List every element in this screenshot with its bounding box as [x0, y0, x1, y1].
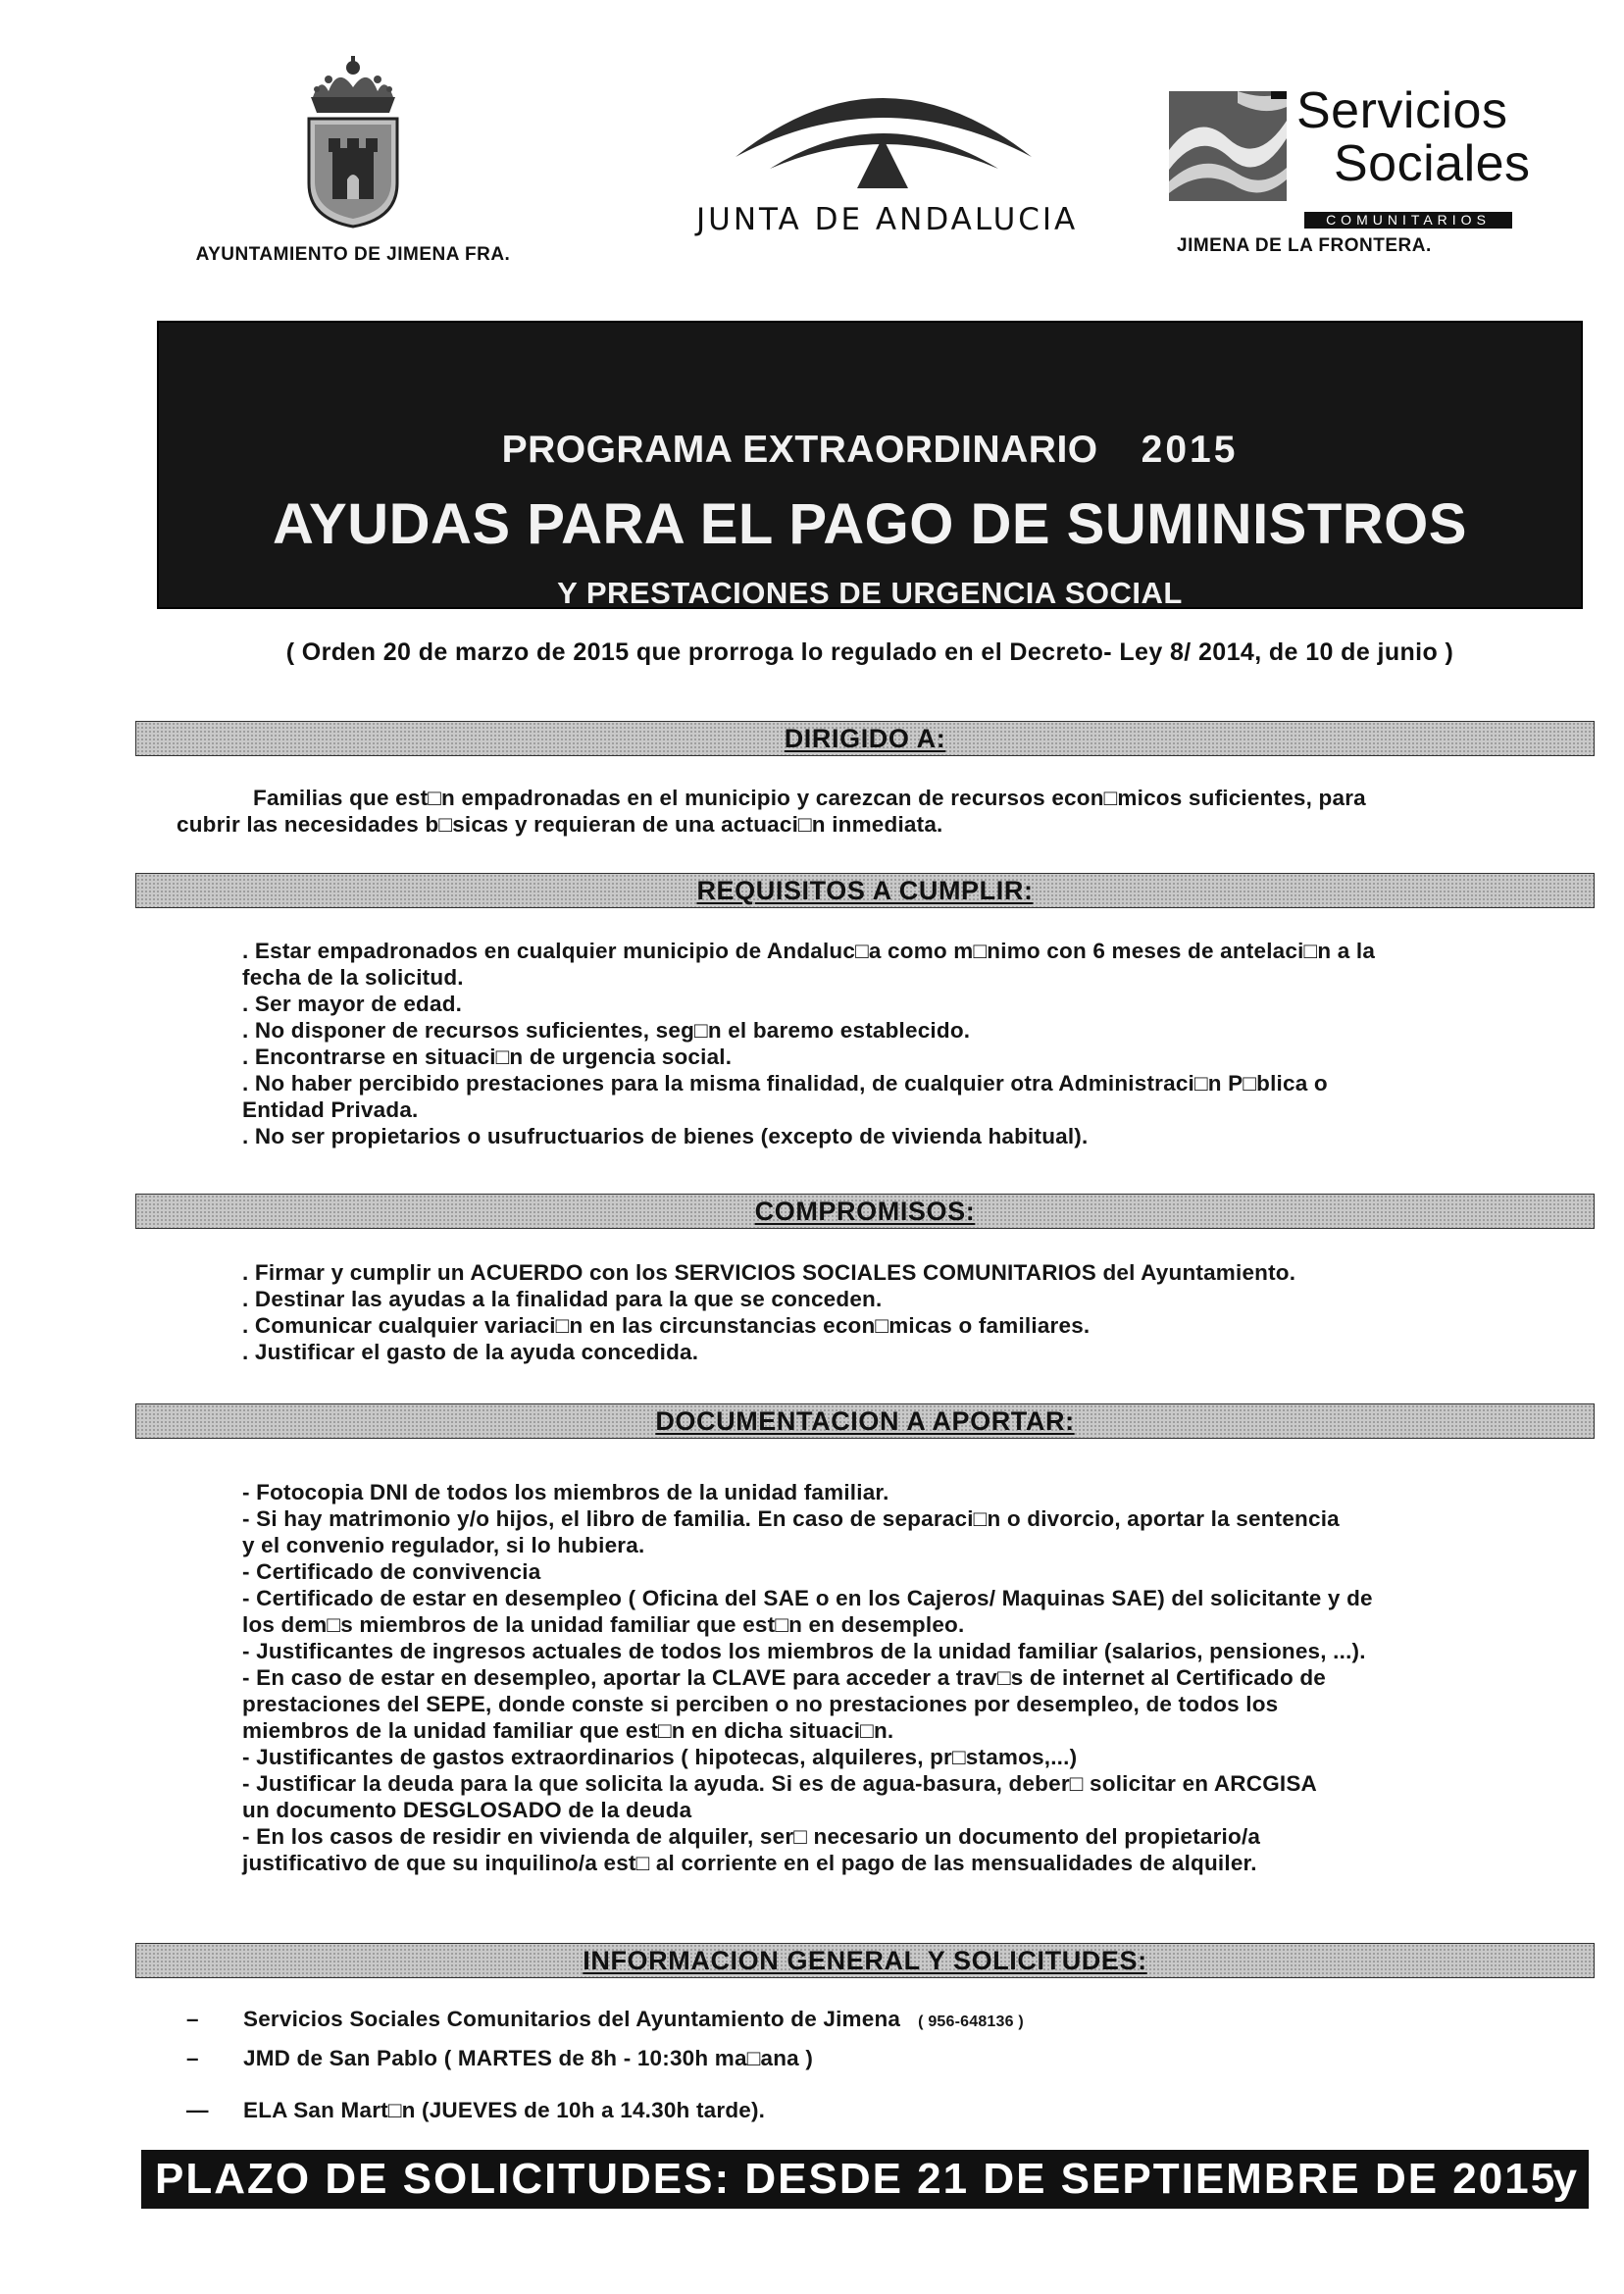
servicios-word: Servicios	[1296, 82, 1508, 139]
junta-caption: JUNTA DE ANDALUCIA	[696, 202, 1079, 237]
comunitarios-strip: COMUNITARIOS	[1304, 212, 1512, 229]
deadline-banner	[141, 2150, 1589, 2209]
section-title-compromisos: COMPROMISOS:	[754, 1197, 976, 1226]
text-line: cubrir las necesidades b□sicas y requieran de una actuaci□n inmediata.	[177, 812, 943, 837]
servicios-sociales-emblem-icon	[1169, 91, 1287, 201]
ayuntamiento-caption: AYUNTAMIENTO DE JIMENA FRA.	[195, 244, 511, 265]
section-title-documentacion: DOCUMENTACION A APORTAR:	[655, 1406, 1075, 1436]
dash: –	[186, 2046, 199, 2070]
list-item: - Justificar la deuda para la que solicita la ayuda. Si es de agua-basura, deber□ solicitar en ARCGISA	[242, 1771, 1318, 1796]
section-bar-dirigido	[135, 721, 1595, 756]
banner-main-title: AYUDAS PARA EL PAGO DE SUMINISTROS	[273, 492, 1467, 556]
deadline-text: PLAZO DE SOLICITUDES: DESDE 21 DE SEPTIEMBRE DE 2015	[155, 2155, 1557, 2203]
section-bar-documentacion	[135, 1403, 1595, 1439]
info-item-text: ELA San Mart□n (JUEVES de 10h a 14.30h tarde).	[243, 2098, 766, 2122]
list-item: - En caso de estar en desempleo, aportar la CLAVE para acceder a trav□s de internet al Certificado de	[242, 1665, 1327, 1690]
list-item: - En los casos de residir en vivienda de alquiler, ser□ necesario un documento del propietario/a	[242, 1824, 1261, 1849]
section-title-informacion: INFORMACION GENERAL Y SOLICITUDES:	[583, 1946, 1147, 1975]
list-item: . Comunicar cualquier variaci□n en las circunstancias econ□micas o familiares.	[242, 1313, 1091, 1338]
info-item-text: JMD de San Pablo ( MARTES de 8h - 10:30h ma□ana )	[243, 2046, 814, 2070]
list-item: y el convenio regulador, si lo hubiera.	[242, 1533, 645, 1557]
section-bar-informacion	[135, 1943, 1595, 1978]
legal-reference: ( Orden 20 de marzo de 2015 que prorroga lo regulado en el Decreto- Ley 8/ 2014, de 10 de junio )	[285, 638, 1454, 666]
banner-program-line	[159, 429, 1581, 472]
banner-subtitle: Y PRESTACIONES DE URGENCIA SOCIAL	[557, 576, 1183, 610]
junta-andalucia-arc-icon	[716, 69, 1049, 196]
list-item: . Estar empadronados en cualquier municipio de Andaluc□a como m□nimo con 6 meses de antelaci□n a la	[242, 939, 1376, 963]
list-item: - Certificado de convivencia	[242, 1559, 541, 1584]
list-item: - Justificantes de ingresos actuales de todos los miembros de la unidad familiar (salarios, pensiones, ...).	[242, 1639, 1366, 1663]
requisitos-list	[242, 938, 1576, 1149]
junta-logo	[696, 69, 1079, 245]
list-item: . Justificar el gasto de la ayuda concedida.	[242, 1340, 699, 1364]
info-item-text: Servicios Sociales Comunitarios del Ayuntamiento de Jimena	[243, 2007, 901, 2031]
dirigido-text	[177, 785, 1569, 838]
coat-of-arms-icon	[299, 54, 407, 229]
ayuntamiento-logo	[147, 54, 559, 265]
list-item: . Firmar y cumplir un ACUERDO con los SERVICIOS SOCIALES COMUNITARIOS del Ayuntamiento.	[242, 1260, 1296, 1285]
list-item: . Ser mayor de edad.	[242, 992, 463, 1016]
servicios-sociales-logo	[1157, 83, 1549, 260]
list-item: Entidad Privada.	[242, 1097, 419, 1122]
list-item: . No ser propietarios o usufructuarios de bienes (excepto de vivienda habitual).	[242, 1124, 1089, 1148]
section-title-dirigido: DIRIGIDO A:	[784, 724, 946, 753]
section-bar-compromisos	[135, 1194, 1595, 1229]
info-item	[186, 2045, 813, 2071]
list-item: justificativo de que su inquilino/a est□ al corriente en el pago de las mensualidades de alquiler.	[242, 1851, 1257, 1875]
list-item: - Fotocopia DNI de todos los miembros de la unidad familiar.	[242, 1480, 889, 1504]
text-line: Familias que est□n empadronadas en el municipio y carezcan de recursos econ□micos suficientes, para	[253, 786, 1366, 810]
documentacion-list	[242, 1479, 1576, 1876]
list-item: - Certificado de estar en desempleo ( Oficina del SAE o en los Cajeros/ Maquinas SAE) del solicitante y de	[242, 1586, 1373, 1610]
title-banner	[157, 321, 1583, 609]
list-item: . Destinar las ayudas a la finalidad para la que se conceden.	[242, 1287, 883, 1311]
list-item: miembros de la unidad familiar que est□n en dicha situaci□n.	[242, 1718, 894, 1743]
sociales-word: Sociales	[1334, 135, 1531, 192]
list-item: . No disponer de recursos suficientes, seg□n el baremo establecido.	[242, 1018, 971, 1043]
list-item: un documento DESGLOSADO de la deuda	[242, 1798, 692, 1822]
section-bar-requisitos	[135, 873, 1595, 908]
banner-program-label: PROGRAMA EXTRAORDINARIO	[501, 429, 1098, 471]
info-item	[186, 2097, 765, 2123]
servicios-caption: JIMENA DE LA FRONTERA.	[1177, 235, 1432, 256]
list-item: prestaciones del SEPE, donde conste si perciben o no prestaciones por desempleo, de todos los	[242, 1692, 1279, 1716]
list-item: - Si hay matrimonio y/o hijos, el libro de familia. En caso de separaci□n o divorcio, aportar la sentencia	[242, 1506, 1340, 1531]
section-title-requisitos: REQUISITOS A CUMPLIR:	[696, 876, 1034, 905]
info-item	[186, 2006, 1024, 2035]
banner-year: 2015	[1141, 429, 1239, 471]
phone-number: ( 956-648136 )	[918, 2014, 1024, 2030]
list-item: . No haber percibido prestaciones para la misma finalidad, de cualquier otra Administraci□n P□blica o	[242, 1071, 1328, 1096]
list-item: los dem□s miembros de la unidad familiar que est□n en desempleo.	[242, 1612, 965, 1637]
dash: –	[186, 2007, 199, 2031]
list-item: fecha de la solicitud.	[242, 965, 464, 990]
list-item: . Encontrarse en situaci□n de urgencia social.	[242, 1045, 733, 1069]
deadline-tail: y	[1552, 2155, 1579, 2203]
dash: —	[186, 2098, 209, 2122]
list-item: - Justificantes de gastos extraordinarios ( hipotecas, alquileres, pr□stamos,...)	[242, 1745, 1078, 1769]
compromisos-list	[242, 1259, 1576, 1365]
